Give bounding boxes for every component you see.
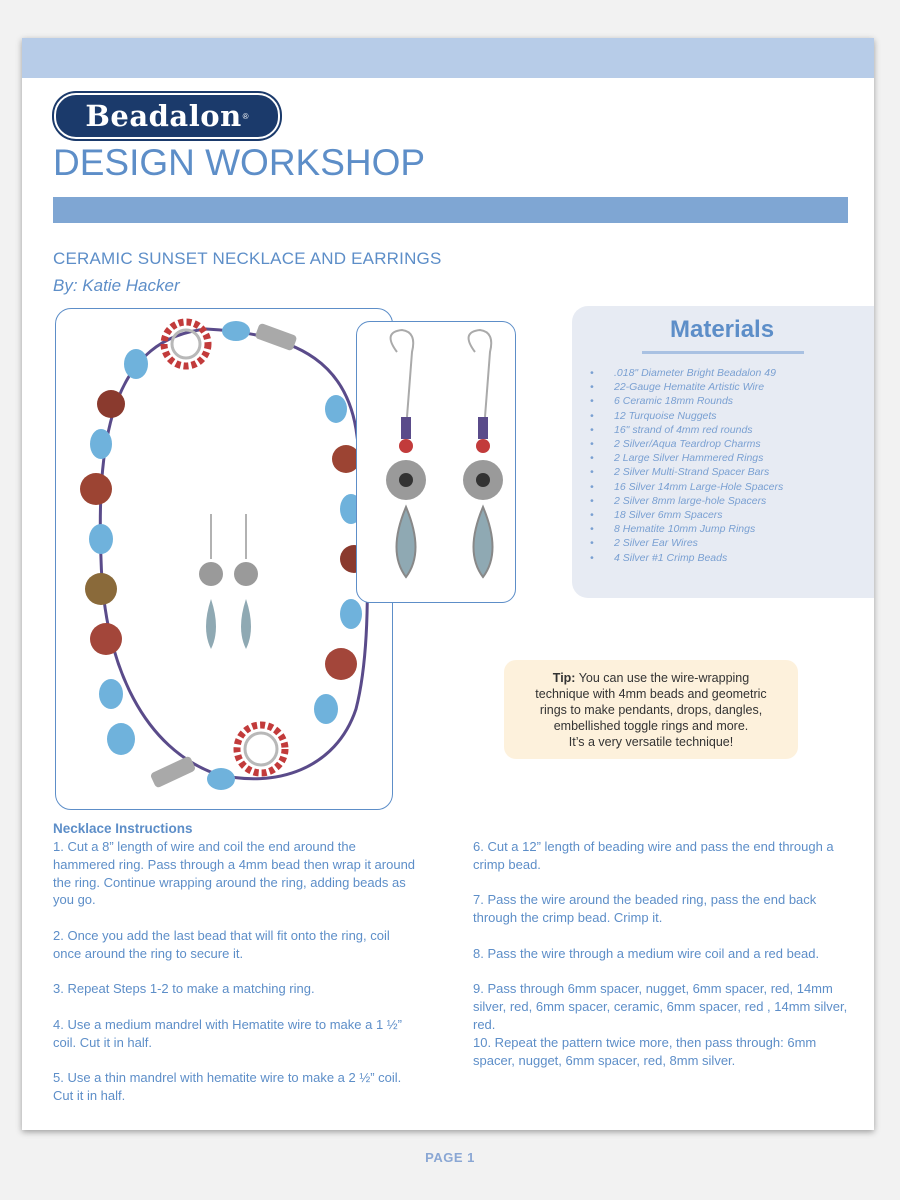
material-item: • 6 Ceramic 18mm Rounds [590, 394, 783, 408]
instructions-left-column [53, 838, 421, 1105]
material-item: • 4 Silver #1 Crimp Beads [590, 551, 783, 565]
materials-underline [642, 351, 804, 354]
instructions-heading: Necklace Instructions [53, 821, 193, 836]
logo-text: Beadalon [85, 99, 242, 133]
material-item: • 8 Hematite 10mm Jump Rings [590, 522, 783, 536]
instruction-step: 7. Pass the wire around the beaded ring, pass the end back through the crimp bead. Crimp it. [473, 892, 817, 926]
page-number: PAGE 1 [425, 1150, 475, 1165]
tip-box [504, 660, 798, 759]
material-item: • 22-Gauge Hematite Artistic Wire [590, 380, 783, 394]
instruction-step: 6. Cut a 12” length of beading wire and pass the end through a crimp bead. [473, 839, 834, 872]
instruction-step: 1. Cut a 8” length of wire and coil the end around the hammered ring. Pass through a 4mm bead then wrap it around the ring. Continue wrapping around the ring, adding beads as you go. [53, 839, 416, 908]
instruction-step: 10. Repeat the pattern twice more, then pass through: 6mm spacer, nugget, 6mm spacer, red, 8mm silver. [473, 1034, 817, 1068]
material-item: • .018" Diameter Bright Beadalon 49 [590, 366, 783, 380]
material-item: • 2 Silver/Aqua Teardrop Charms [590, 437, 783, 451]
registered-mark: ® [242, 111, 249, 121]
material-item: • 2 Silver Multi-Strand Spacer Bars [590, 465, 783, 479]
necklace-illustration [56, 309, 392, 809]
earring-illustration [357, 322, 515, 602]
tip-label: Tip: [552, 670, 576, 685]
tip-content [526, 670, 776, 750]
instructions-right-column [473, 838, 857, 1069]
material-item: • 2 Silver 8mm large-hole Spacers [590, 494, 783, 508]
instruction-step: 5. Use a thin mandrel with hematite wire to make a 2 ½” coil. Cut it in half. [53, 1070, 402, 1104]
beadalon-logo [54, 93, 280, 139]
materials-heading: Materials [670, 316, 775, 343]
material-item: • 12 Turquoise Nuggets [590, 409, 783, 423]
instruction-step: 4. Use a medium mandrel with Hematite wire to make a 1 ½” coil. Cut it in half. [53, 1016, 402, 1050]
tip-text: You can use the wire-wrapping technique with 4mm beads and geometric rings to make pendants, drops, dangles, embellished toggle rings and more. [535, 670, 767, 733]
materials-list [590, 366, 783, 565]
material-item: • 18 Silver 6mm Spacers [590, 508, 783, 522]
instruction-step: 9. Pass through 6mm spacer, nugget, 6mm spacer, red, 14mm silver, red, 6mm spacer, ceramic, 6mm spacer, red , 14mm silver, red. [473, 981, 848, 1032]
section-divider-bar [53, 197, 848, 223]
material-item: • 16" strand of 4mm red rounds [590, 423, 783, 437]
instruction-step: 3. Repeat Steps 1-2 to make a matching ring. [53, 981, 315, 997]
necklace-photo [55, 308, 393, 810]
material-item: • 2 Silver Ear Wires [590, 536, 783, 550]
material-item: • 2 Large Silver Hammered Rings [590, 451, 783, 465]
document-page [22, 38, 874, 1130]
instruction-step: 2. Once you add the last bead that will fit onto the ring, coil once around the ring to secure it. [53, 927, 390, 961]
project-title: CERAMIC SUNSET NECKLACE AND EARRINGS [53, 249, 442, 268]
earring-photo [356, 321, 516, 603]
material-item: • 16 Silver 14mm Large-Hole Spacers [590, 480, 783, 494]
workshop-title: DESIGN WORKSHOP [53, 142, 426, 183]
project-author: By: Katie Hacker [53, 276, 180, 295]
instruction-step: 8. Pass the wire through a medium wire coil and a red bead. [473, 945, 820, 961]
top-banner [22, 38, 874, 78]
materials-panel [572, 306, 874, 598]
tip-text-closing: It’s a very versatile technique! [568, 734, 734, 749]
